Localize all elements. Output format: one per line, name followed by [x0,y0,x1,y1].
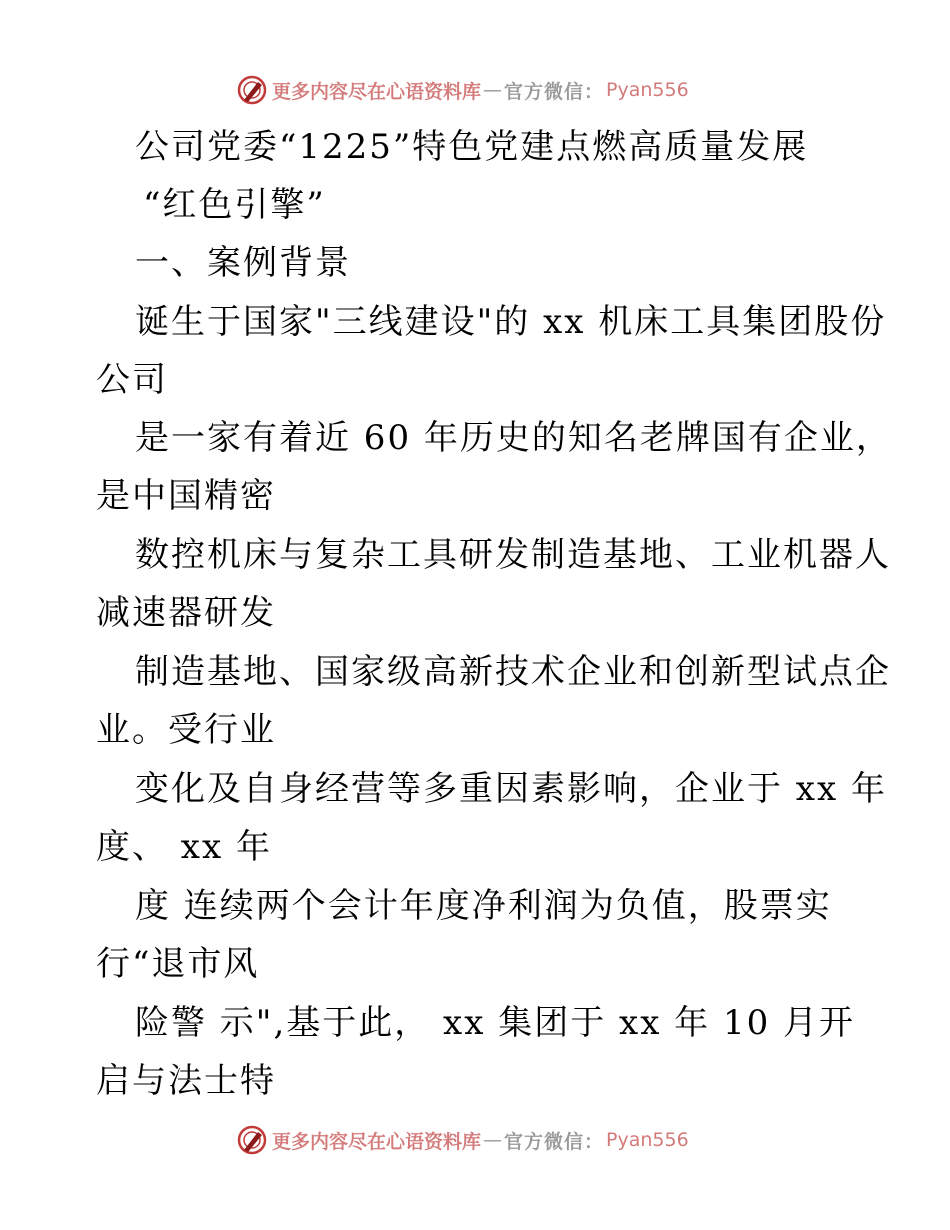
header-watermark [236,72,689,108]
pen-logo-icon [236,74,268,106]
body-line: 度、 xx 年 [96,827,272,867]
title-line-2: “红色引擎” [143,185,326,225]
body-line: 减速器研发 [96,593,276,633]
body-line: 行“退市风 [96,944,260,984]
watermark-id: Pyan556 [606,79,689,101]
body-line: 业。受行业 [96,710,276,750]
title-line-1: 公司党委“1225”特色党建点燃高质量发展 [135,127,809,167]
watermark-text: 更多内容尽在心语资料库 [272,1130,482,1153]
footer-watermark [236,1122,689,1158]
body-line: 诞生于国家"三线建设"的 xx 机床工具集团股份 [135,302,887,342]
watermark-dash: — [483,79,503,101]
body-line: 变化及自身经营等多重因素影响，企业于 xx 年 [135,769,887,809]
watermark-official: 官方微信： [504,80,605,103]
watermark-text: 更多内容尽在心语资料库 [272,80,482,103]
body-line: 是中国精密 [96,476,276,516]
body-line: 数控机床与复杂工具研发制造基地、工业机器人 [135,535,891,575]
section-heading: 一、案例背景 [135,243,351,283]
body-line: 启与法士特 [96,1061,276,1101]
body-line: 是一家有着近 60 年历史的知名老牌国有企业， [135,418,892,458]
watermark-id: Pyan556 [606,1129,689,1151]
watermark-dash: — [483,1129,503,1151]
watermark-official: 官方微信： [504,1130,605,1153]
body-line: 度 连续两个会计年度净利润为负值，股票实 [135,886,832,926]
pen-logo-icon [236,1124,268,1156]
body-line: 险警 示",基于此， xx 集团于 xx 年 10 月开 [135,1003,856,1043]
body-line: 公司 [96,360,168,400]
body-line: 制造基地、国家级高新技术企业和创新型试点企 [135,652,891,692]
